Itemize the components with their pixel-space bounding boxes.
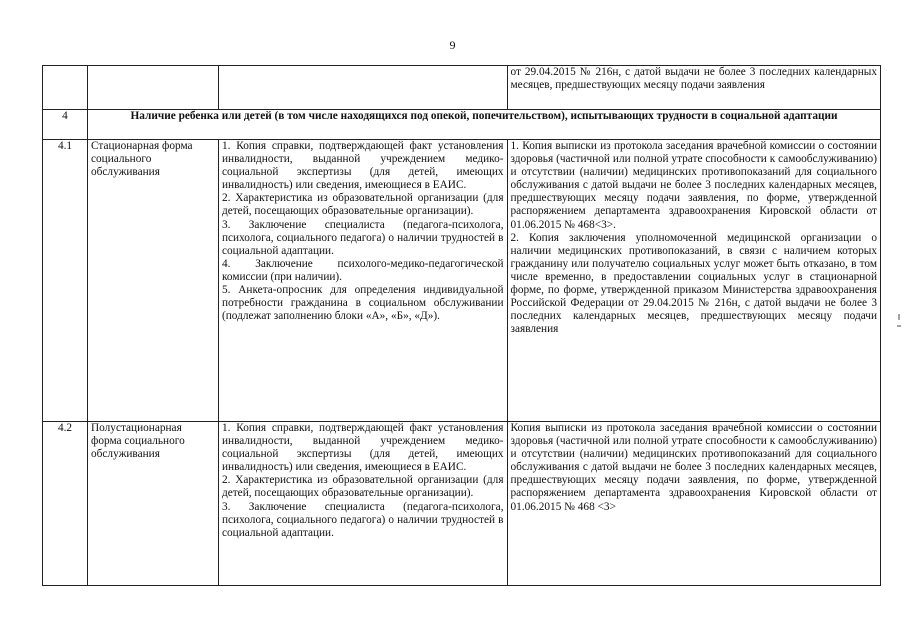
document-item: 2. Характеристика из образовательной организации (для детей, посещающих образовательные организации). — [221, 192, 504, 218]
cell-number: 4 — [43, 110, 88, 140]
service-form-label: Полустационарная форма социального обслуживания — [91, 422, 185, 461]
document-item: 4. Заключение психолого-медико-педагогической комиссии (при наличии). — [221, 257, 504, 283]
document-item: 3. Заключение специалиста (педагога-психолога, психолога, социального педагога) о наличии трудностей в социальной адаптации. — [221, 500, 504, 539]
cell-documents — [218, 422, 507, 586]
medical-item: 1. Копия выписки из протокола заседания врачебной комиссии о состоянии здоровья (частичной или полной утрате способности к самообслуживанию) и отсутствии (наличии) медицинских противопоказаний для социального обслуживания с датой выдачи не более 3 последних календарных месяцев, предшествующих месяцу подачи заявления, по форме, утвержденной распоряжением департамента здравоохранения Кировской области от 01.06.2015 № 468<3>. — [510, 140, 877, 231]
margin-mark — [895, 312, 903, 335]
document-item: 2. Характеристика из образовательной организации (для детей, посещающих образовательные организации). — [221, 474, 504, 500]
service-form-label: Стационарная форма социального обслуживания — [91, 140, 193, 179]
table-row-section-4 — [43, 110, 881, 140]
table-row-4-1 — [43, 140, 881, 422]
cell-medical — [507, 66, 880, 110]
table-row-4-2 — [43, 422, 881, 586]
document-item: 1. Копия справки, подтверждающей факт установления инвалидности, выданной учреждением медико-социальной экспертизы (для детей, имеющих инвалидность) или сведения, имеющиеся в ЕАИС. — [221, 140, 504, 192]
documents-table — [42, 65, 881, 586]
continuation-text: от 29.04.2015 № 216н, с датой выдачи не более 3 последних календарных месяцев, предшествующих месяцу подачи заявления — [510, 66, 877, 92]
table-row-continuation — [43, 66, 881, 110]
cell-form — [88, 422, 219, 586]
cell-documents — [218, 140, 507, 422]
cell-documents — [218, 66, 507, 110]
cell-number: 4.1 — [43, 140, 88, 422]
cell-number: 4.2 — [43, 422, 88, 586]
document-item: 5. Анкета-опросник для определения индивидуальной потребности гражданина в социальном обслуживании (подлежат заполнению блоки «А», «Б», «Д»). — [221, 284, 504, 323]
page-number: 9 — [449, 38, 456, 52]
cell-number — [43, 66, 88, 110]
section-heading — [88, 110, 881, 140]
cell-medical — [507, 422, 880, 586]
margin-tick-icon — [895, 312, 903, 332]
medical-item: Копия выписки из протокола заседания врачебной комиссии о состоянии здоровья (частичной или полной утрате способности к самообслуживанию) и отсутствии (наличии) медицинских противопоказаний для социального обслуживания с датой выдачи не более 3 последних календарных месяцев, предшествующих месяцу подачи заявления, по форме, утвержденной распоряжением департамента здравоохранения Кировской области от 01.06.2015 № 468 <3> — [510, 422, 877, 513]
cell-form — [88, 140, 219, 422]
section-heading-text: Наличие ребенка или детей (в том числе находящихся под опекой, попечительством), испытывающих трудности в социальной адаптации — [130, 110, 838, 122]
document-item: 3. Заключение специалиста (педагога-психолога, психолога, социального педагога) о наличии трудностей в социальной адаптации. — [221, 218, 504, 257]
medical-item: 2. Копия заключения уполномоченной медицинской организации о наличии медицинских противопоказаний, в связи с наличием которых гражданину или получателю социальных услуг может быть отказано, в том числе временно, в предоставлении социальных услуг в стационарной форме, по форме, утвержденной приказом Министерства здравоохранения Российской Федерации от 29.04.2015 № 216н, с датой выдачи не более 3 последних календарных месяцев, предшествующих месяцу подачи заявления — [510, 231, 877, 336]
cell-medical — [507, 140, 880, 422]
cell-form — [88, 66, 219, 110]
document-item: 1. Копия справки, подтверждающей факт установления инвалидности, выданной учреждением медико-социальной экспертизы (для детей, имеющих инвалидность) или сведения, имеющиеся в ЕАИС. — [221, 422, 504, 474]
